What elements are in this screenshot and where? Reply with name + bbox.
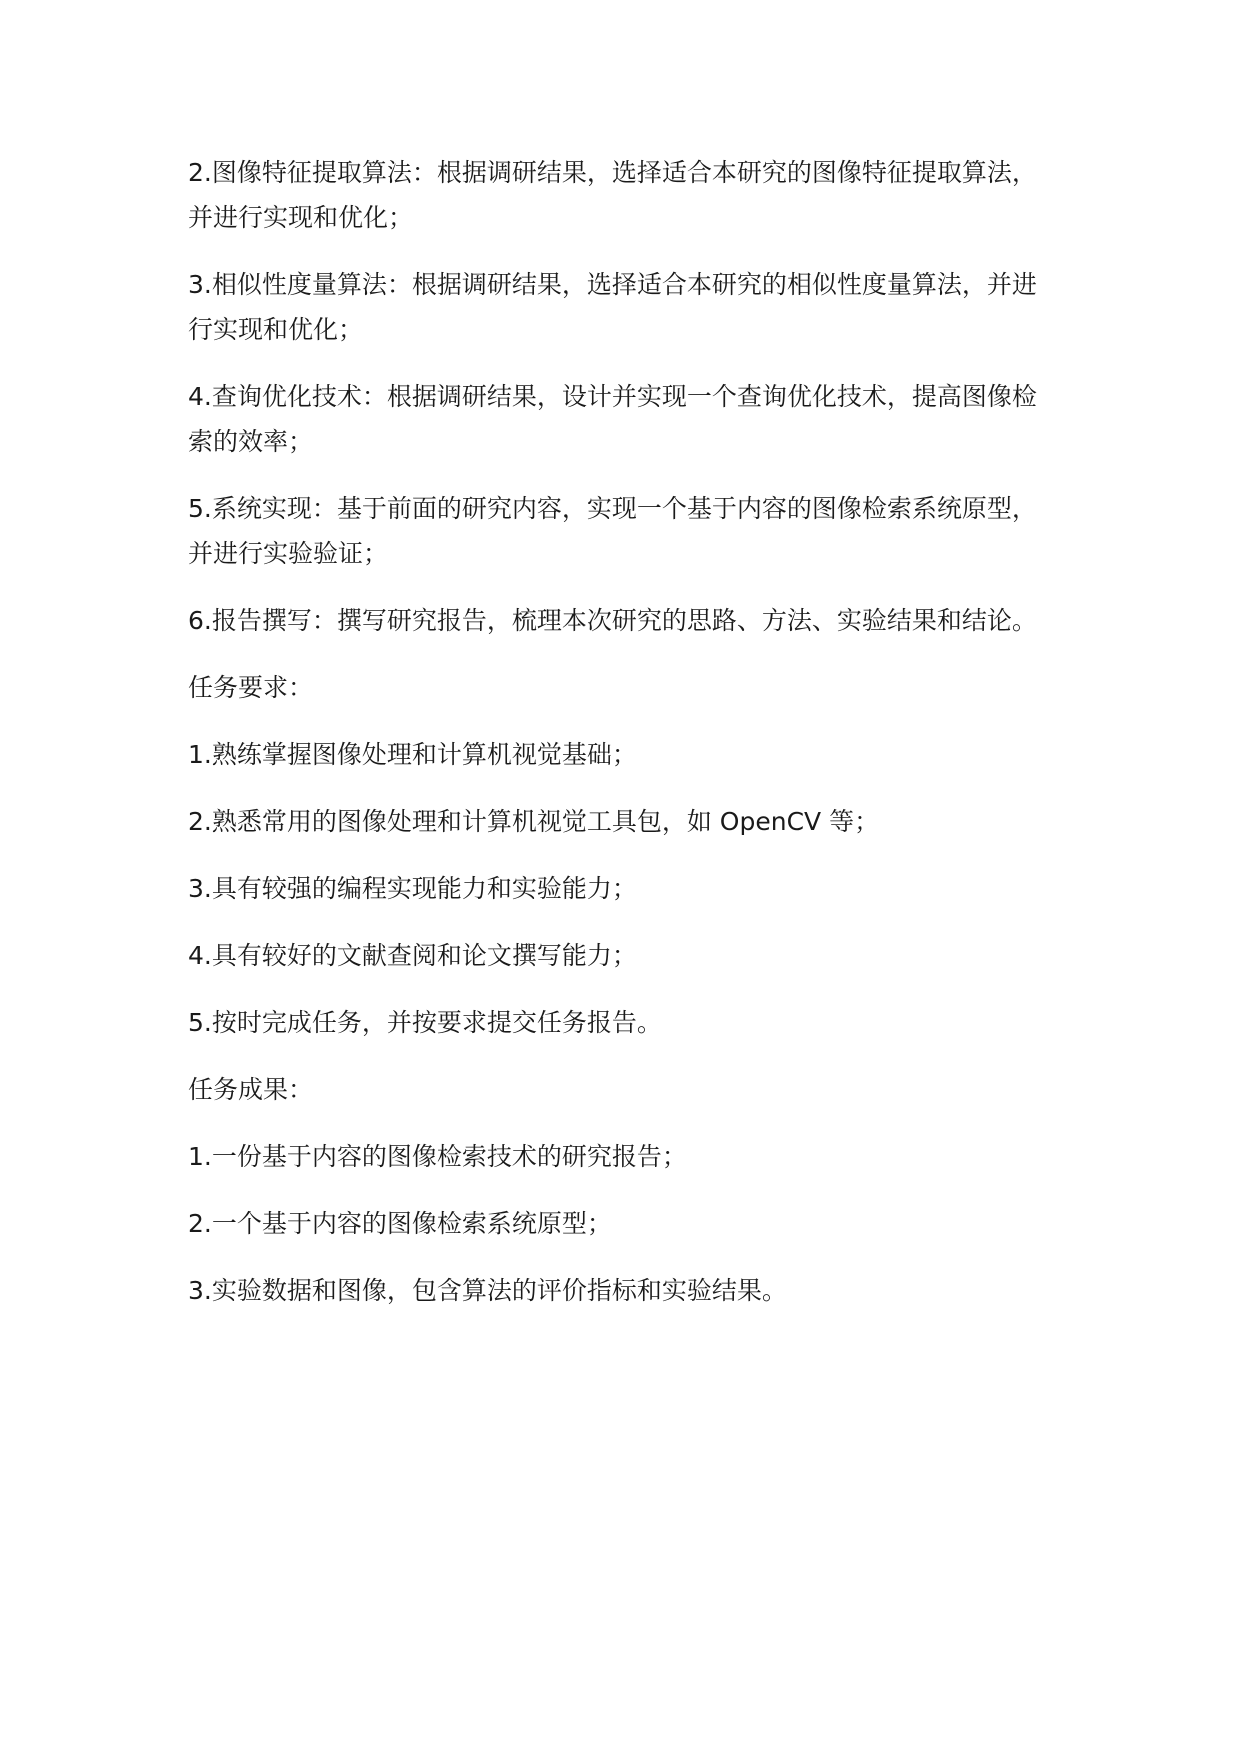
paragraph-query-optimization: 4.查询优化技术：根据调研结果，设计并实现一个查询优化技术，提高图像检索的效率； [188, 382, 1037, 456]
requirement-item-1: 1.熟练掌握图像处理和计算机视觉基础； [188, 740, 637, 769]
outcome-item-1: 1.一份基于内容的图像检索技术的研究报告； [188, 1142, 687, 1171]
heading-task-requirements: 任务要求： [188, 673, 314, 702]
requirement-item-3: 3.具有较强的编程实现能力和实验能力； [188, 874, 637, 903]
outcome-item-3: 3.实验数据和图像，包含算法的评价指标和实验结果。 [188, 1276, 787, 1305]
document-body [188, 150, 1058, 1335]
requirement-item-2: 2.熟悉常用的图像处理和计算机视觉工具包，如 OpenCV 等； [188, 807, 880, 836]
requirement-item-4: 4.具有较好的文献查阅和论文撰写能力； [188, 941, 637, 970]
paragraph-feature-extraction: 2.图像特征提取算法：根据调研结果，选择适合本研究的图像特征提取算法，并进行实现和优化； [188, 158, 1037, 232]
paragraph-system-implementation: 5.系统实现：基于前面的研究内容，实现一个基于内容的图像检索系统原型，并进行实验验证； [188, 494, 1037, 568]
paragraph-report-writing: 6.报告撰写：撰写研究报告，梳理本次研究的思路、方法、实验结果和结论。 [188, 606, 1037, 635]
requirement-item-5: 5.按时完成任务，并按要求提交任务报告。 [188, 1008, 662, 1037]
paragraph-similarity-measure: 3.相似性度量算法：根据调研结果，选择适合本研究的相似性度量算法，并进行实现和优化； [188, 270, 1037, 344]
outcome-item-2: 2.一个基于内容的图像检索系统原型； [188, 1209, 612, 1238]
heading-task-outcomes: 任务成果： [188, 1075, 314, 1104]
